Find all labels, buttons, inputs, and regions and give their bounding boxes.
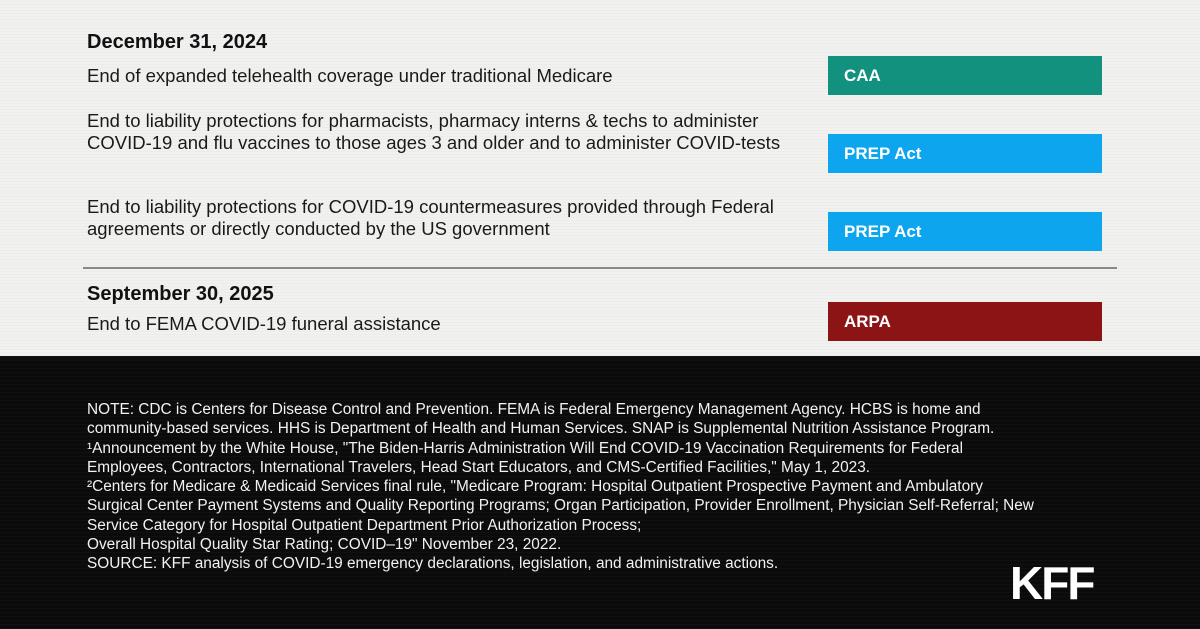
section-date: December 31, 2024 [87, 31, 268, 53]
authority-badge: PREP Act [828, 134, 1102, 173]
section-divider [83, 267, 1117, 269]
authority-badge: ARPA [828, 302, 1102, 341]
note-line: Employees, Contractors, International Travelers, Head Start Educators, and CMS-Certified Facilities," May 1, 2023. [87, 458, 871, 476]
note-line: ²Centers for Medicare & Medicaid Services final rule, "Medicare Program: Hospital Outpatient Prospective Payment and Ambulatory [87, 478, 983, 496]
note-line: community-based services. HHS is Department of Health and Human Services. SNAP is Supplemental Nutrition Assistance Program. [87, 420, 995, 438]
timeline-item-text: End to liability protections for pharmacists, pharmacy interns & techs to administer COVID-19 and flu vaccines to those ages 3 and older and to administer COVID-tests [87, 110, 781, 153]
note-line: Service Category for Hospital Outpatient Department Prior Authorization Process; [87, 516, 642, 534]
timeline-item-text: End to FEMA COVID-19 funeral assistance [87, 313, 441, 334]
kff-logo: KFF [1010, 557, 1094, 609]
authority-badge: CAA [828, 56, 1102, 95]
section-date: September 30, 2025 [87, 283, 274, 305]
note-line: Surgical Center Payment Systems and Quality Reporting Programs; Organ Participation, Provider Enrollment, Physician Self-Referral; New [87, 497, 1034, 515]
timeline-item-text: End to liability protections for COVID-19 countermeasures provided through Federal agreements or directly conducted by the US government [87, 196, 774, 239]
note-line: Overall Hospital Quality Star Rating; COVID–19" November 23, 2022. [87, 536, 562, 554]
timeline-item-text: End of expanded telehealth coverage under traditional Medicare [87, 65, 613, 86]
footnotes [87, 400, 1117, 574]
note-line: NOTE: CDC is Centers for Disease Control and Prevention. FEMA is Federal Emergency Management Agency. HCBS is home and [87, 401, 981, 418]
note-line: ¹Announcement by the White House, "The Biden-Harris Administration Will End COVID-19 Vaccination Requirements for Federal [87, 439, 963, 457]
note-line: SOURCE: KFF analysis of COVID-19 emergency declarations, legislation, and administrative actions. [87, 555, 779, 573]
authority-badge: PREP Act [828, 212, 1102, 251]
